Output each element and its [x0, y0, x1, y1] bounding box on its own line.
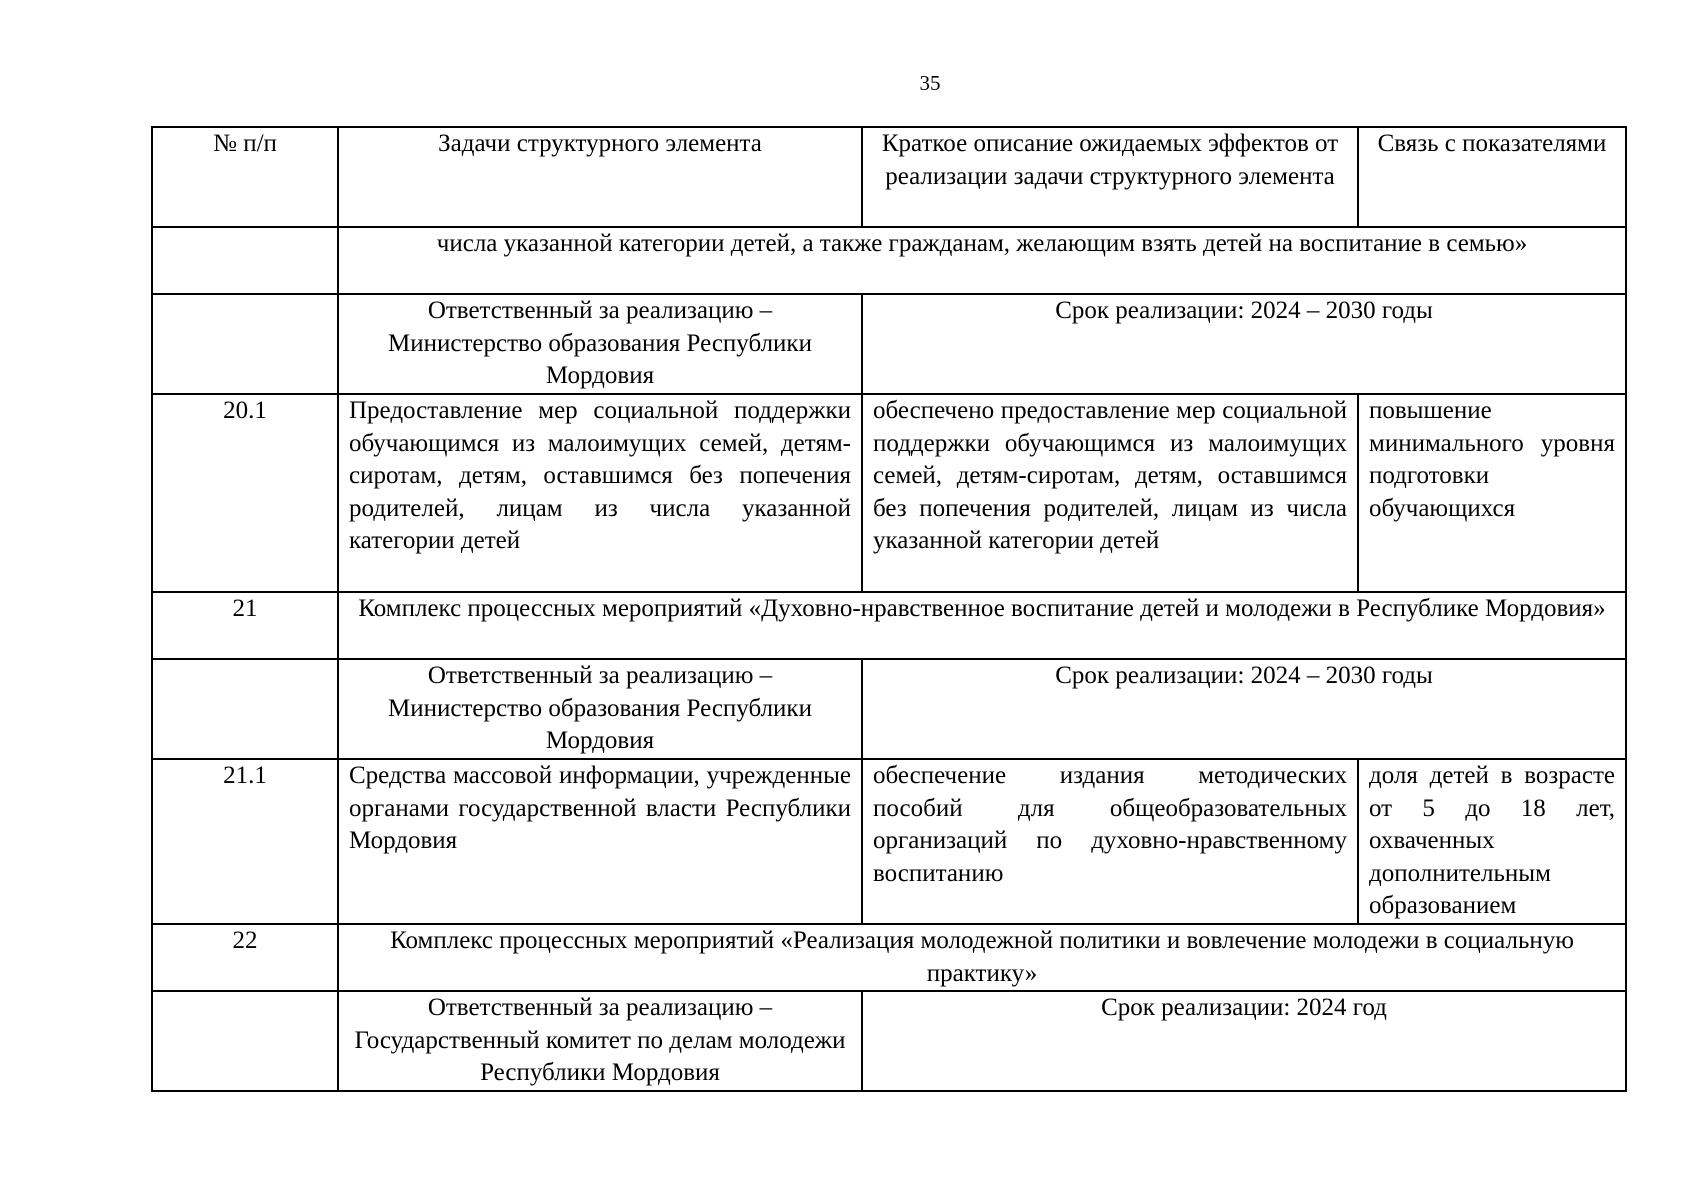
section-title: Комплекс процессных мероприятий «Реализация молодежной политики и вовлечение молодежи в социальную практику» — [338, 924, 1626, 991]
effect-cell: обеспечено предоставление мер социальной поддержки обучающимся из малоимущих семей, детям-сиротам, детям, оставшимся без попечения родителей, лицам из числа указанной категории детей — [862, 394, 1358, 592]
table-row — [152, 759, 1626, 924]
term-cell: Срок реализации: 2024 год — [862, 991, 1626, 1091]
effect-cell: обеспечение издания методических пособий для общеобразовательных организаций по духовно-нравственному воспитанию — [862, 759, 1358, 924]
row-num — [152, 294, 338, 394]
row-num — [152, 991, 338, 1091]
page-number: 35 — [919, 71, 941, 95]
term-cell: Срок реализации: 2024 – 2030 годы — [862, 659, 1626, 759]
task-cell: Предоставление мер социальной поддержки обучающимся из малоимущих семей, детям-сиротам, детям, оставшимся без попечения родителей, лицам из числа указанной категории детей — [338, 394, 862, 592]
header-link: Связь с показателями — [1358, 127, 1626, 227]
responsible-cell: Ответственный за реализацию – Министерство образования Республики Мордовия — [338, 659, 862, 759]
row-num — [152, 227, 338, 294]
table-row — [152, 991, 1626, 1091]
responsible-cell: Ответственный за реализацию – Государственный комитет по делам молодежи Республики Мордовия — [338, 991, 862, 1091]
table-row — [152, 924, 1626, 991]
task-cell: Средства массовой информации, учрежденные органами государственной власти Республики Мордовия — [338, 759, 862, 924]
section-title: Комплекс процессных мероприятий «Духовно-нравственное воспитание детей и молодежи в Республике Мордовия» — [338, 592, 1626, 659]
header-effects: Краткое описание ожидаемых эффектов от реализации задачи структурного элемента — [862, 127, 1358, 227]
indicator-cell: доля детей в возрасте от 5 до 18 лет, охваченных дополнительным образованием — [1358, 759, 1626, 924]
header-num: № п/п — [152, 127, 338, 227]
table-row — [152, 659, 1626, 759]
responsible-cell: Ответственный за реализацию – Министерство образования Республики Мордовия — [338, 294, 862, 394]
section-title: числа указанной категории детей, а также гражданам, желающим взять детей на воспитание в семью» — [338, 227, 1626, 294]
table-row — [152, 227, 1626, 294]
row-num: 21.1 — [152, 759, 338, 924]
row-num: 22 — [152, 924, 338, 991]
table-row — [152, 592, 1626, 659]
table-row — [152, 394, 1626, 592]
table-header-row — [152, 127, 1626, 227]
indicator-cell: повышение минимального уровня подготовки обучающихся — [1358, 394, 1626, 592]
row-num — [152, 659, 338, 759]
header-tasks: Задачи структурного элемента — [338, 127, 862, 227]
row-num: 20.1 — [152, 394, 338, 592]
row-num: 21 — [152, 592, 338, 659]
term-cell: Срок реализации: 2024 – 2030 годы — [862, 294, 1626, 394]
table-row — [152, 294, 1626, 394]
program-table — [151, 126, 1627, 1092]
